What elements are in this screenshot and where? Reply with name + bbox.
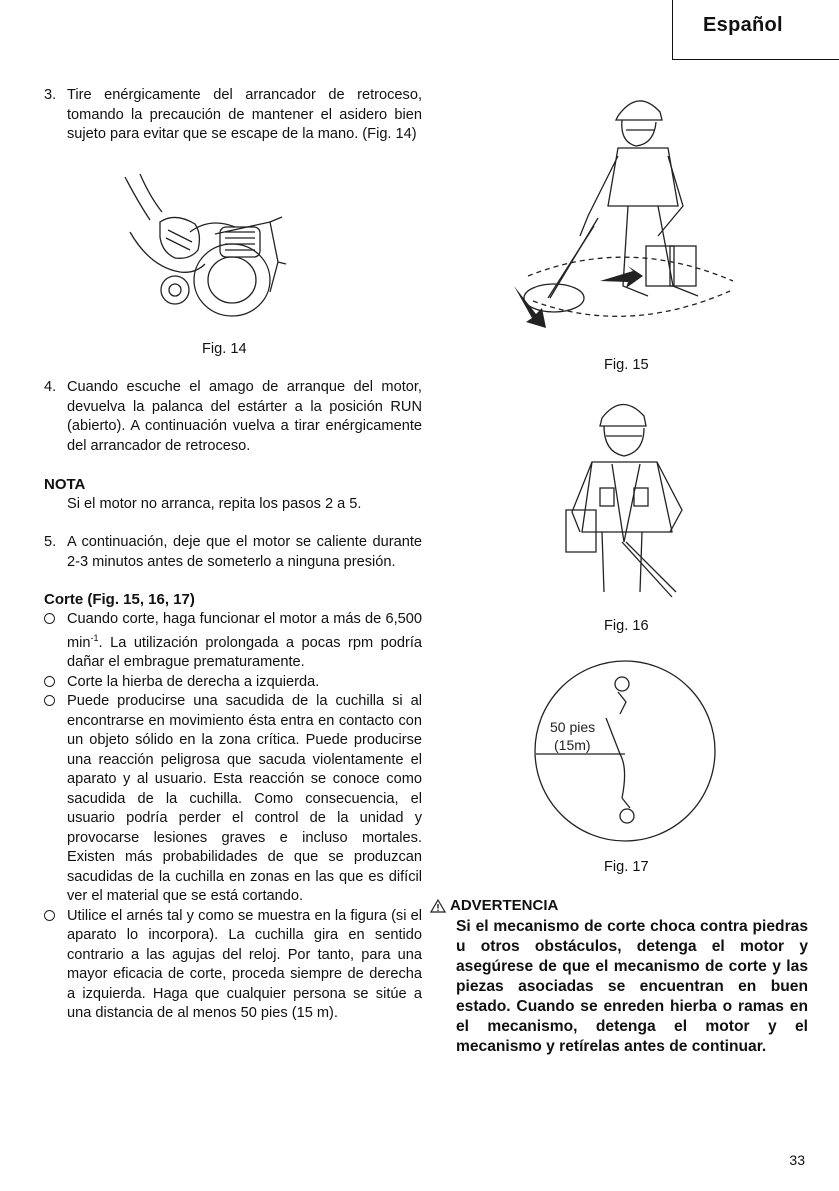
step-4: [44, 378, 422, 456]
bullet-text: Cuando corte, haga funcionar el motor a más de 6,500 min: [67, 610, 422, 651]
warning-title: ADVERTENCIA: [450, 897, 559, 914]
language-tab: [672, 0, 839, 60]
bullet-text-cont: . La utilización prolongada a pocas rpm podría dañar el embrague prematuramente.: [67, 634, 422, 671]
circle-bullet-icon: [44, 676, 55, 687]
language-label: Español: [703, 14, 783, 36]
step-3: [44, 86, 422, 145]
bullet-item: [44, 610, 422, 673]
note-title: NOTA: [44, 476, 86, 493]
fig16-caption: Fig. 16: [604, 618, 649, 634]
fig17-caption: Fig. 17: [604, 859, 649, 875]
fig17-safety-distance-diagram: [530, 658, 720, 848]
bullet-item: [44, 673, 422, 693]
bullet-text: Puede producirse una sacudida de la cuchilla si al encontrarse en movimiento ésta entra en contacto con un objeto sólido en la zona crítica. Puede producirse una reacción peligrosa que sacuda violentamente el aparato y al usuario. Esta reacción se conoce como sacudida de la cuchilla. Como consecuencia, el usuario podría perder el control de la unidad y provocarse lesiones graves e incluso mortales. Existen más probabilidades de que se produzcan sacudidas de la cuchilla en zonas en las que es difícil ver el material que se está cortando.: [67, 693, 422, 905]
warning-title-row: [430, 897, 808, 914]
step-5: [44, 533, 422, 572]
note-text: Si el motor no arranca, repita los pasos 2 a 5.: [67, 495, 362, 512]
bullet-item: [44, 692, 422, 907]
step-text: A continuación, deje que el motor se caliente durante 2-3 minutos antes de someterlo a ninguna presión.: [67, 534, 422, 570]
section-heading-corte: Corte (Fig. 15, 16, 17): [44, 591, 195, 608]
warning-block: [436, 897, 808, 1057]
circle-bullet-icon: [44, 695, 55, 706]
bullet-item: [44, 907, 422, 1024]
page-number: 33: [789, 1152, 805, 1168]
bullet-superscript: -1: [90, 633, 99, 643]
fig16-harness-illustration: [562, 392, 702, 604]
circle-bullet-icon: [44, 910, 55, 921]
step-number: 3.: [44, 87, 57, 103]
fig15-caption: Fig. 15: [604, 357, 649, 373]
fig14-starter-illustration: [120, 172, 290, 324]
fig17-distance-label-meters: (15m): [554, 737, 591, 753]
fig15-operator-illustration: [508, 86, 738, 336]
warning-text: Si el mecanismo de corte choca contra piedras u otros obstáculos, detenga el motor y asegúrese de que el mecanismo de corte y las piezas asociadas se encuentran en buen estado. Cuando se enreden hierba o ramas en el mecanismo, detenga el motor y el mecanismo y retírelas antes de continuar.: [456, 918, 808, 1055]
warning-triangle-icon: [430, 899, 446, 913]
step-number: 4.: [44, 379, 57, 395]
left-column-top: [44, 86, 422, 145]
fig17-distance-label-feet: 50 pies: [550, 719, 596, 735]
bullet-text: Corte la hierba de derecha a izquierda.: [67, 673, 320, 690]
step-number: 5.: [44, 534, 57, 550]
step-text: Cuando escuche el amago de arranque del motor, devuelva la palanca del estárter a la posición RUN (abierto). A continuación vuelva a tirar enérgicamente del arrancador de retroceso.: [67, 379, 422, 454]
step-text: Tire enérgicamente del arrancador de retroceso, tomando la precaución de mantener el asidero bien sujeto para evitar que se escape de la mano. (Fig. 14): [67, 87, 422, 142]
left-column-middle: [44, 378, 422, 1024]
circle-bullet-icon: [44, 613, 55, 624]
bullet-text: Utilice el arnés tal y como se muestra en la figura (si el aparato lo incorpora). La cuchilla gira en sentido contrario a las agujas del reloj. Por tanto, para una mayor eficacia de corte, proceda siempre de derecha a izquierda. Haga que cualquier persona se sitúe a una distancia de al menos 50 pies (15 m).: [67, 907, 422, 1022]
fig14-caption: Fig. 14: [202, 341, 247, 357]
